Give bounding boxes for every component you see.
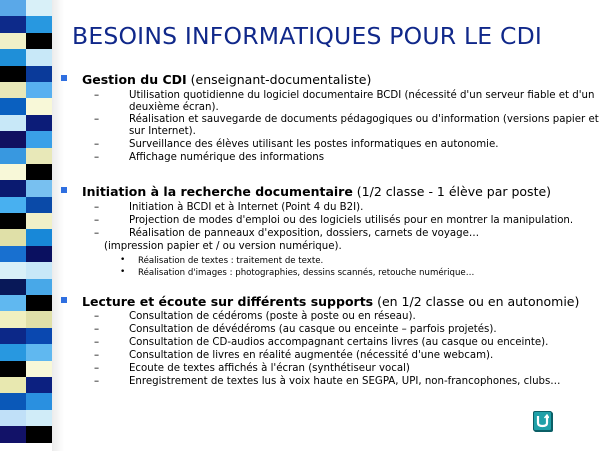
dash: – bbox=[94, 215, 100, 226]
dash: – bbox=[94, 152, 100, 163]
strip-square bbox=[26, 66, 52, 82]
dash: – bbox=[94, 376, 100, 387]
strip-square bbox=[26, 148, 52, 164]
strip-square bbox=[26, 131, 52, 147]
strip-square bbox=[26, 344, 52, 360]
list-note: (impression papier et / ou version numérique). bbox=[104, 241, 342, 252]
list-item-text: Enregistrement de textes lus à voix haute en SEGPA, UPI, non-francophones, clubs… bbox=[129, 376, 561, 387]
strip-square bbox=[26, 361, 52, 377]
strip-square bbox=[0, 131, 26, 147]
list-item-text: Initiation à BCDI et à Internet (Point 4 du B2I). bbox=[129, 202, 364, 213]
strip-square bbox=[0, 279, 26, 295]
strip-square bbox=[0, 180, 26, 196]
dash: – bbox=[94, 90, 100, 101]
strip-square bbox=[26, 295, 52, 311]
bullet-square bbox=[61, 297, 67, 303]
return-icon bbox=[536, 414, 549, 428]
list-item-text: Consultation de CD-audios accompagnant certains livres (au casque ou enceinte). bbox=[129, 337, 549, 348]
strip-square bbox=[26, 393, 52, 409]
sub-bullet: • bbox=[120, 255, 126, 265]
list-item-text: Projection de modes d'emploi ou des logiciels utilisés pour en montrer la manipulation. bbox=[129, 215, 574, 226]
heading-rest: (enseignant-documentaliste) bbox=[186, 72, 372, 87]
strip-shadow bbox=[52, 0, 64, 451]
strip-square bbox=[26, 180, 52, 196]
strip-square bbox=[0, 328, 26, 344]
strip-square bbox=[0, 377, 26, 393]
dash: – bbox=[94, 202, 100, 213]
dash: – bbox=[94, 350, 100, 361]
dash: – bbox=[94, 311, 100, 322]
strip-square bbox=[26, 279, 52, 295]
strip-square bbox=[26, 0, 52, 16]
strip-square bbox=[26, 311, 52, 327]
dash: – bbox=[94, 363, 100, 374]
strip-square bbox=[26, 328, 52, 344]
strip-square bbox=[0, 98, 26, 114]
strip-square bbox=[26, 82, 52, 98]
bullet-square bbox=[61, 75, 67, 81]
heading-bold: Initiation à la recherche documentaire bbox=[82, 184, 353, 199]
strip-square bbox=[0, 311, 26, 327]
strip-square bbox=[0, 164, 26, 180]
dash: – bbox=[94, 228, 100, 239]
strip-square bbox=[26, 426, 52, 442]
strip-square bbox=[26, 213, 52, 229]
list-item-text: Consultation de livres en réalité augmentée (nécessité d'une webcam). bbox=[129, 350, 494, 361]
list-item-text: Ecoute de textes affichés à l'écran (synthétiseur vocal) bbox=[129, 363, 410, 374]
bullet-square bbox=[61, 187, 67, 193]
strip-square bbox=[0, 0, 26, 16]
dash: – bbox=[94, 324, 100, 335]
section-heading bbox=[82, 72, 371, 87]
strip-column-right bbox=[26, 0, 52, 451]
strip-square bbox=[26, 377, 52, 393]
strip-square bbox=[0, 82, 26, 98]
strip-square bbox=[0, 197, 26, 213]
strip-square bbox=[26, 115, 52, 131]
strip-square bbox=[0, 229, 26, 245]
dash: – bbox=[94, 337, 100, 348]
strip-square bbox=[0, 16, 26, 32]
section-heading bbox=[82, 184, 551, 199]
sub-bullet: • bbox=[120, 267, 126, 277]
strip-square bbox=[0, 426, 26, 442]
strip-square bbox=[0, 393, 26, 409]
strip-square bbox=[26, 98, 52, 114]
strip-square bbox=[0, 115, 26, 131]
list-item-text: Réalisation de panneaux d'exposition, dossiers, carnets de voyage… bbox=[129, 228, 480, 239]
list-item-text: Consultation de dévédéroms (au casque ou enceinte – parfois projetés). bbox=[129, 324, 497, 335]
heading-rest: (en 1/2 classe ou en autonomie) bbox=[373, 294, 580, 309]
strip-square bbox=[0, 49, 26, 65]
decorative-color-strip bbox=[0, 0, 64, 451]
strip-square bbox=[26, 164, 52, 180]
strip-column-left bbox=[0, 0, 26, 451]
list-item-text: Réalisation et sauvegarde de documents pédagogiques ou d'information (versions papier et sur Internet). bbox=[129, 114, 599, 137]
strip-square bbox=[0, 344, 26, 360]
heading-bold: Gestion du CDI bbox=[82, 72, 187, 87]
dash: – bbox=[94, 114, 100, 125]
strip-square bbox=[0, 295, 26, 311]
strip-square bbox=[0, 246, 26, 262]
heading-bold: Lecture et écoute sur différents supports bbox=[82, 294, 374, 309]
slide-title: BESOINS INFORMATIQUES POUR LE CDI bbox=[72, 22, 542, 50]
list-item-text: Surveillance des élèves utilisant les postes informatiques en autonomie. bbox=[129, 139, 499, 150]
list-item-text: Affichage numérique des informations bbox=[129, 152, 325, 163]
strip-square bbox=[0, 262, 26, 278]
strip-square bbox=[0, 213, 26, 229]
strip-square bbox=[0, 410, 26, 426]
list-item-text: Consultation de cédéroms (poste à poste ou en réseau). bbox=[129, 311, 416, 322]
strip-square bbox=[0, 148, 26, 164]
strip-square bbox=[26, 197, 52, 213]
strip-square bbox=[0, 361, 26, 377]
strip-square bbox=[26, 229, 52, 245]
dash: – bbox=[94, 139, 100, 150]
strip-square bbox=[0, 33, 26, 49]
strip-square bbox=[26, 262, 52, 278]
strip-square bbox=[0, 66, 26, 82]
strip-square bbox=[26, 410, 52, 426]
sub-item-text: Réalisation de textes : traitement de texte. bbox=[138, 256, 324, 266]
strip-square bbox=[26, 49, 52, 65]
strip-square bbox=[26, 16, 52, 32]
sub-item-text: Réalisation d'images : photographies, dessins scannés, retouche numérique… bbox=[138, 268, 475, 278]
heading-rest: (1/2 classe - 1 élève par poste) bbox=[352, 184, 552, 199]
section-heading bbox=[82, 294, 579, 309]
list-item-text: Utilisation quotidienne du logiciel documentaire BCDI (nécessité d'un serveur fiable et d'un deuxième écran). bbox=[129, 90, 595, 113]
return-button[interactable] bbox=[533, 411, 552, 431]
strip-square bbox=[26, 246, 52, 262]
strip-square bbox=[26, 33, 52, 49]
